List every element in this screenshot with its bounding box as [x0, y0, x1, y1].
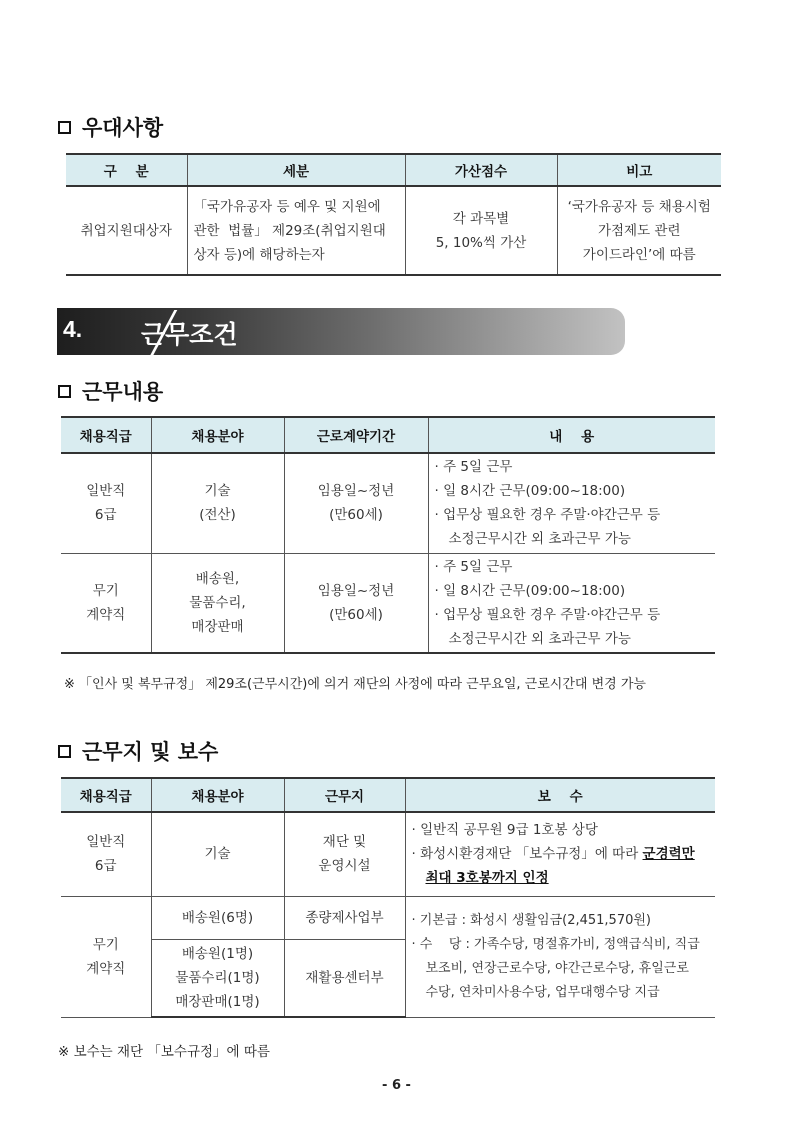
period-line: (만60세) — [329, 606, 383, 623]
preference-title: 우대사항 — [82, 116, 164, 140]
location-line: 재단 및 — [322, 834, 367, 851]
header-points: 가산점수 — [405, 154, 557, 186]
grade-cell — [61, 553, 151, 653]
period-line: (만60세) — [329, 507, 383, 524]
work-note: ※ 「인사 및 복무규정」 제29조(근무시간)에 의거 재단의 사정에 따라 근무요일, 근로시간대 변경 가능 — [64, 677, 646, 692]
remark-line: ‘국가유공자 등 채용시험 — [567, 198, 711, 215]
period-line: 임용일~정년 — [317, 582, 395, 599]
checkbox-square-icon — [58, 385, 71, 398]
location-cell: 종량제사업부 — [284, 896, 405, 939]
table-row — [61, 553, 715, 653]
pay-line-text: · 화성시환경재단 「보수규정」에 따라 — [411, 846, 643, 863]
work-title: 근무내용 — [82, 380, 164, 404]
pay-note: ※ 보수는 재단 「보수규정」에 따름 — [58, 1044, 270, 1060]
remark-line: 가이드라인’에 따름 — [582, 246, 696, 263]
table-header-row — [61, 417, 715, 453]
preference-table — [66, 153, 721, 276]
table-header-row — [66, 154, 721, 186]
pay-emphasis: 군경력만 — [642, 846, 695, 863]
table-header-row — [61, 778, 715, 812]
pay-line: · 수 당 : 가족수당, 명절휴가비, 정액급식비, 직급 — [411, 936, 700, 952]
checkbox-square-icon — [58, 121, 71, 134]
pay-line: · 일반직 공무원 9급 1호봉 상당 — [411, 822, 598, 839]
header-grade: 채용직급 — [61, 417, 151, 453]
pay-section-title — [58, 736, 218, 766]
category-cell: 취업지원대상자 — [66, 186, 187, 275]
pay-cell — [405, 812, 715, 896]
content-cell — [428, 453, 715, 553]
remark-line: 가점제도 관련 — [597, 222, 681, 239]
header-field: 채용분야 — [151, 417, 284, 453]
pay-line: · 기본급 : 화성시 생활임금(2,451,570원) — [411, 912, 651, 928]
header-remark: 비고 — [557, 154, 721, 186]
table-row — [61, 896, 715, 939]
pay-line — [412, 842, 716, 866]
period-line: 임용일~정년 — [317, 483, 395, 500]
table-row — [61, 453, 715, 553]
points-line: 각 과목별 — [452, 210, 510, 227]
detail-line: 상자 등)에 해당하는자 — [193, 246, 325, 263]
header-location: 근무지 — [284, 778, 405, 812]
field-cell: 배송원(6명) — [151, 896, 284, 939]
content-line: 소정근무시간 외 초과근무 가능 — [448, 630, 631, 647]
pay-title: 근무지 및 보수 — [82, 740, 219, 764]
points-cell — [405, 186, 557, 275]
detail-line: 관한 법률」 제29조(취업지원대 — [193, 222, 386, 239]
field-cell — [151, 553, 284, 653]
content-line: · 일 8시간 근무(09:00~18:00) — [434, 582, 626, 599]
section-banner — [57, 308, 625, 355]
grade-line: 무기 — [92, 582, 119, 599]
header-content: 내 용 — [428, 417, 715, 453]
pay-table — [61, 777, 715, 1018]
page-number: - 6 - — [382, 1078, 411, 1093]
content-cell — [428, 553, 715, 653]
grade-line: 6급 — [94, 858, 117, 875]
field-line: 물품수리, — [189, 594, 246, 611]
period-cell — [284, 453, 428, 553]
checkbox-square-icon — [58, 745, 71, 758]
header-grade: 채용직급 — [61, 778, 151, 812]
field-cell — [151, 453, 284, 553]
field-line: (전산) — [199, 507, 236, 524]
grade-line: 6급 — [94, 507, 117, 524]
grade-line: 일반직 — [86, 834, 126, 851]
pay-cell — [405, 896, 715, 1017]
field-line: 배송원(1명) — [181, 945, 254, 962]
field-line: 기술 — [204, 483, 231, 500]
grade-cell — [61, 453, 151, 553]
pay-line: 수당, 연차미사용수당, 업무대행수당 지급 — [425, 984, 660, 1000]
detail-cell — [187, 186, 405, 275]
table-row — [66, 186, 721, 275]
grade-cell — [61, 812, 151, 896]
header-detail: 세분 — [187, 154, 405, 186]
banner-number: 4. — [63, 316, 83, 342]
work-table — [61, 416, 715, 654]
field-cell: 기술 — [151, 812, 284, 896]
banner-title: 근무조건 — [141, 320, 238, 349]
content-line: · 업무상 필요한 경우 주말·야간근무 등 — [434, 507, 661, 524]
field-line: 물품수리(1명) — [175, 969, 260, 986]
header-field: 채용분야 — [151, 778, 284, 812]
location-line: 운영시설 — [318, 858, 371, 875]
content-line: · 주 5일 근무 — [434, 459, 513, 476]
period-cell — [284, 553, 428, 653]
remark-cell — [557, 186, 721, 275]
points-line: 5, 10%씩 가산 — [435, 234, 527, 251]
grade-line: 무기 — [92, 936, 119, 953]
header-pay: 보 수 — [405, 778, 715, 812]
content-line: · 업무상 필요한 경우 주말·야간근무 등 — [434, 606, 661, 623]
detail-line: 「국가유공자 등 예우 및 지원에 — [193, 198, 381, 215]
pay-line — [412, 866, 716, 890]
field-cell — [151, 939, 284, 1017]
field-line: 매장판매(1명) — [175, 993, 260, 1010]
grade-line: 계약직 — [86, 606, 126, 623]
content-line: · 주 5일 근무 — [434, 558, 513, 575]
content-line: · 일 8시간 근무(09:00~18:00) — [434, 483, 626, 500]
pay-line: 보조비, 연장근로수당, 야간근로수당, 휴일근로 — [425, 960, 689, 976]
field-line: 배송원, — [195, 570, 240, 587]
table-row — [61, 812, 715, 896]
header-period: 근로계약기간 — [284, 417, 428, 453]
location-cell — [284, 812, 405, 896]
grade-line: 계약직 — [86, 960, 126, 977]
pay-emphasis: 최대 3호봉까지 인정 — [425, 870, 549, 887]
field-line: 매장판매 — [191, 618, 244, 635]
header-category: 구 분 — [66, 154, 187, 186]
work-section-title — [58, 376, 163, 406]
location-cell: 재활용센터부 — [284, 939, 405, 1017]
content-line: 소정근무시간 외 초과근무 가능 — [448, 531, 631, 548]
grade-line: 일반직 — [86, 483, 126, 500]
grade-cell — [61, 896, 151, 1017]
preference-section-title — [58, 112, 163, 142]
